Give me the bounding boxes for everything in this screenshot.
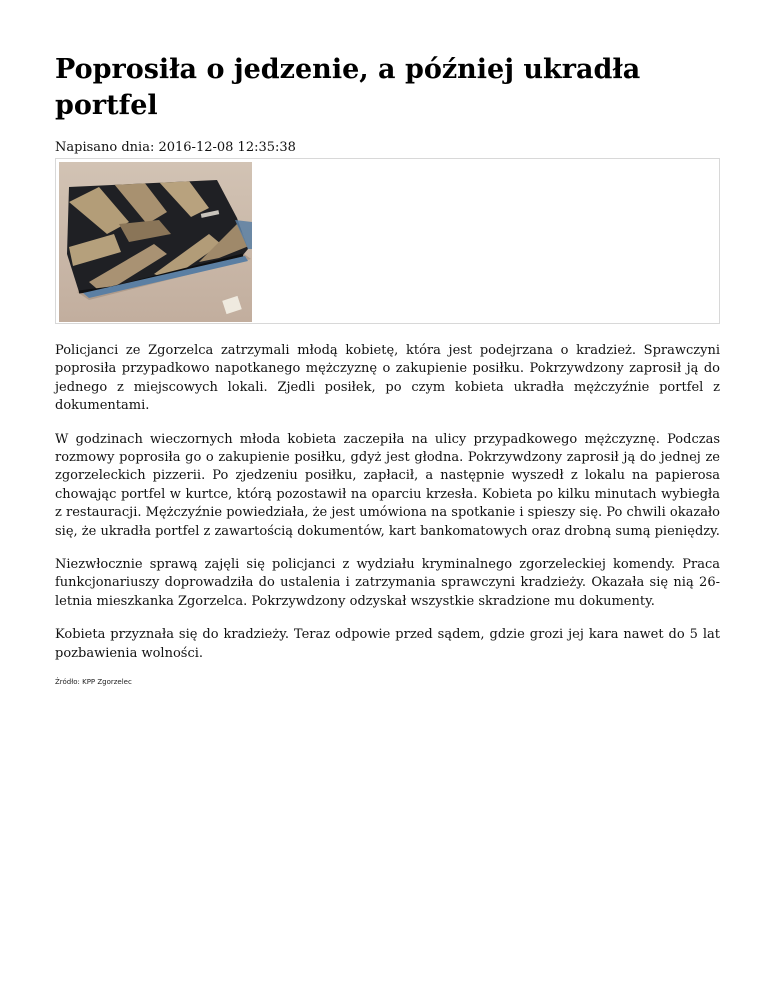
article xyxy=(55,52,720,687)
paragraph: W godzinach wieczornych młoda kobieta zaczepiła na ulicy przypadkowego mężczyznę. Podczas rozmowy poprosiła go o zakupienie posiłku, gdyż jest głodna. Pokrzywdzony zaprosił ją do jednej ze zgorzeleckich pizzerii. Po zjedzeniu posiłku, zapłacił, a następnie wyszedł z lokalu na papierosa chowając portfel w kurtce, którą pozostawił na oparciu krzesła. Kobieta po kilku minutach wybiegła z restauracji. Mężczyźnie powiedziała, że jest umówiona na spotkanie i spieszy się. Po chwili okazało się, że ukradła portfel z zawartością dokumentów, kart bankomatowych oraz drobną sumą pieniędzy. xyxy=(55,431,720,539)
wallet-photo xyxy=(59,162,252,322)
paragraph: Niezwłocznie sprawą zajęli się policjanci z wydziału kryminalnego zgorzeleckiej komendy. Praca funkcjonariuszy doprowadziła do ustalenia i zatrzymania sprawczyni kradzieży. Okazała się nią 26-letnia mieszkanka Zgorzelca. Pokrzywdzony odzyskał wszystkie skradzione mu dokumenty. xyxy=(55,557,720,609)
article-title: Poprosiła o jedzenie, a później ukradła portfel xyxy=(55,54,641,121)
source-note: Źródło: KPP Zgorzelec xyxy=(55,678,132,687)
publish-date: Napisano dnia: 2016-12-08 12:35:38 xyxy=(55,140,296,155)
paragraph: Policjanci ze Zgorzelca zatrzymali młodą kobietę, która jest podejrzana o kradzież. Sprawczyni poprosiła przypadkowo napotkanego mężczyznę o zakupienie posiłku. Pokrzywdzony zaprosił ją do jednego z miejscowych lokali. Zjedli posiłek, po czym kobieta ukradła mężczyźnie portfel z dokumentami. xyxy=(55,343,720,414)
article-image-frame xyxy=(55,158,720,324)
article-body xyxy=(55,342,720,663)
paragraph: Kobieta przyznała się do kradzieży. Teraz odpowie przed sądem, gdzie grozi jej kara nawet do 5 lat pozbawienia wolności. xyxy=(55,627,720,661)
